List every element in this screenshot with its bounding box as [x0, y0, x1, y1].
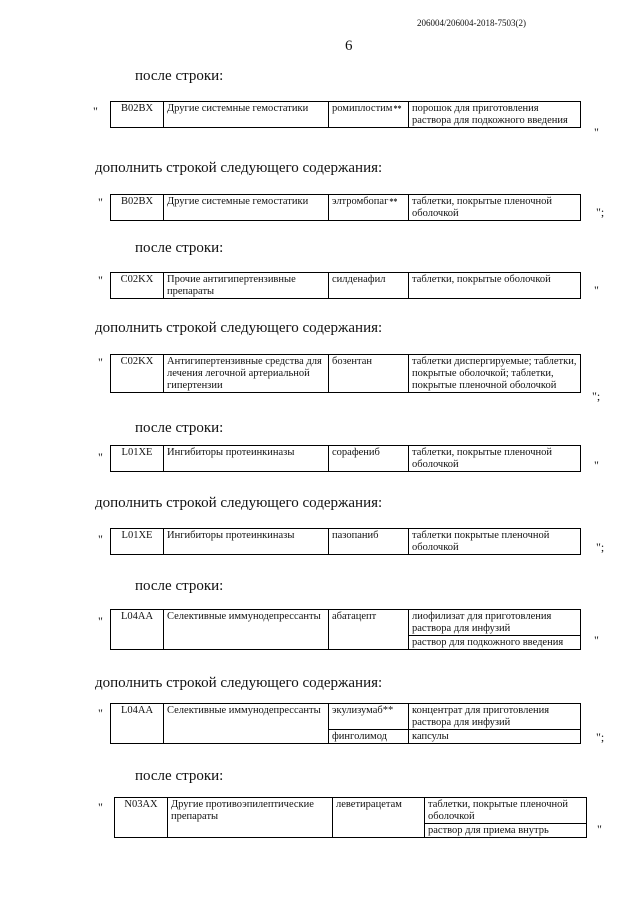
- dosage-form: таблетки покрытые пленочной оболочкой: [409, 529, 581, 555]
- dosage-form: таблетки, покрытые пленочной оболочкой: [409, 195, 581, 221]
- dosage-form: капсулы: [409, 730, 581, 744]
- heading-add-row: дополнить строкой следующего содержания:: [95, 495, 383, 511]
- drug-name: ромиплостим**: [329, 102, 409, 128]
- dosage-form: раствор для подкожного введения: [409, 636, 581, 650]
- page-number: 6: [345, 38, 353, 54]
- atc-code: B02BX: [111, 102, 164, 128]
- dosage-form: таблетки, покрытые оболочкой: [409, 273, 581, 299]
- table-row: [110, 609, 581, 650]
- atc-code: C02KX: [111, 355, 164, 393]
- group-name: Прочие антигипертензивные препараты: [164, 273, 329, 299]
- atc-code: L01XE: [111, 529, 164, 555]
- atc-code: L04AA: [111, 704, 164, 744]
- table-row: [110, 445, 581, 472]
- drug-name: бозентан: [329, 355, 409, 393]
- heading-after-row: после строки:: [135, 68, 224, 84]
- drug-name: элтромбопаг**: [329, 195, 409, 221]
- close-quote: ": [594, 458, 599, 472]
- document-id: 206004/206004-2018-7503(2): [417, 18, 526, 28]
- table-row: [110, 272, 581, 299]
- close-quote-semicolon: ";: [592, 389, 601, 403]
- atc-code: L04AA: [111, 610, 164, 650]
- open-quote: ": [98, 355, 103, 369]
- table-row: [110, 528, 581, 555]
- close-quote-semicolon: ";: [596, 730, 605, 744]
- table-row: [110, 354, 581, 393]
- open-quote: ": [93, 104, 98, 118]
- open-quote: ": [98, 195, 103, 209]
- drug-name: финголимод: [329, 730, 409, 744]
- dosage-form: таблетки, покрытые пленочной оболочкой: [409, 446, 581, 472]
- group-name: Другие противоэпилептические препараты: [168, 798, 333, 838]
- dosage-form: лиофилизат для приготовления раствора для инфузий: [409, 610, 581, 636]
- table-row: [110, 101, 581, 128]
- atc-code: N03AX: [115, 798, 168, 838]
- group-name: Селективные иммунодепрессанты: [164, 704, 329, 744]
- atc-code: C02KX: [111, 273, 164, 299]
- group-name: Другие системные гемостатики: [164, 102, 329, 128]
- group-name: Другие системные гемостатики: [164, 195, 329, 221]
- drug-name: экулизумаб**: [329, 704, 409, 730]
- table-row: [114, 797, 587, 838]
- close-quote-semicolon: ";: [596, 540, 605, 554]
- open-quote: ": [98, 706, 103, 720]
- group-name: Селективные иммунодепрессанты: [164, 610, 329, 650]
- group-name: Ингибиторы протеинкиназы: [164, 529, 329, 555]
- atc-code: B02BX: [111, 195, 164, 221]
- heading-add-row: дополнить строкой следующего содержания:: [95, 675, 383, 691]
- drug-name: пазопаниб: [329, 529, 409, 555]
- heading-add-row: дополнить строкой следующего содержания:: [95, 160, 383, 176]
- heading-after-row: после строки:: [135, 240, 224, 256]
- heading-after-row: после строки:: [135, 420, 224, 436]
- close-quote-semicolon: ";: [596, 205, 605, 219]
- open-quote: ": [98, 273, 103, 287]
- table-row: [110, 194, 581, 221]
- group-name: Ингибиторы протеинкиназы: [164, 446, 329, 472]
- dosage-form: концентрат для приготовления раствора для инфузий: [409, 704, 581, 730]
- atc-code: L01XE: [111, 446, 164, 472]
- dosage-form: таблетки, покрытые пленочной оболочкой: [425, 798, 587, 824]
- close-quote: ": [594, 125, 599, 139]
- drug-name: силденафил: [329, 273, 409, 299]
- drug-name: абатацепт: [329, 610, 409, 650]
- open-quote: ": [98, 532, 103, 546]
- dosage-form: порошок для приготовления раствора для подкожного введения: [409, 102, 581, 128]
- close-quote: ": [594, 633, 599, 647]
- drug-name: сорафениб: [329, 446, 409, 472]
- dosage-form: раствор для приема внутрь: [425, 824, 587, 838]
- open-quote: ": [98, 450, 103, 464]
- open-quote: ": [98, 614, 103, 628]
- heading-add-row: дополнить строкой следующего содержания:: [95, 320, 383, 336]
- open-quote: ": [98, 800, 103, 814]
- close-quote: ": [597, 822, 602, 836]
- group-name: Антигипертензивные средства для лечения легочной артериальной гипертензии: [164, 355, 329, 393]
- close-quote: ": [594, 283, 599, 297]
- dosage-form: таблетки диспергируемые; таблетки, покрытые оболочкой; таблетки, покрытые пленочной оболочкой: [409, 355, 581, 393]
- heading-after-row: после строки:: [135, 768, 224, 784]
- table-row: [110, 703, 581, 744]
- drug-name: леветирацетам: [333, 798, 425, 838]
- heading-after-row: после строки:: [135, 578, 224, 594]
